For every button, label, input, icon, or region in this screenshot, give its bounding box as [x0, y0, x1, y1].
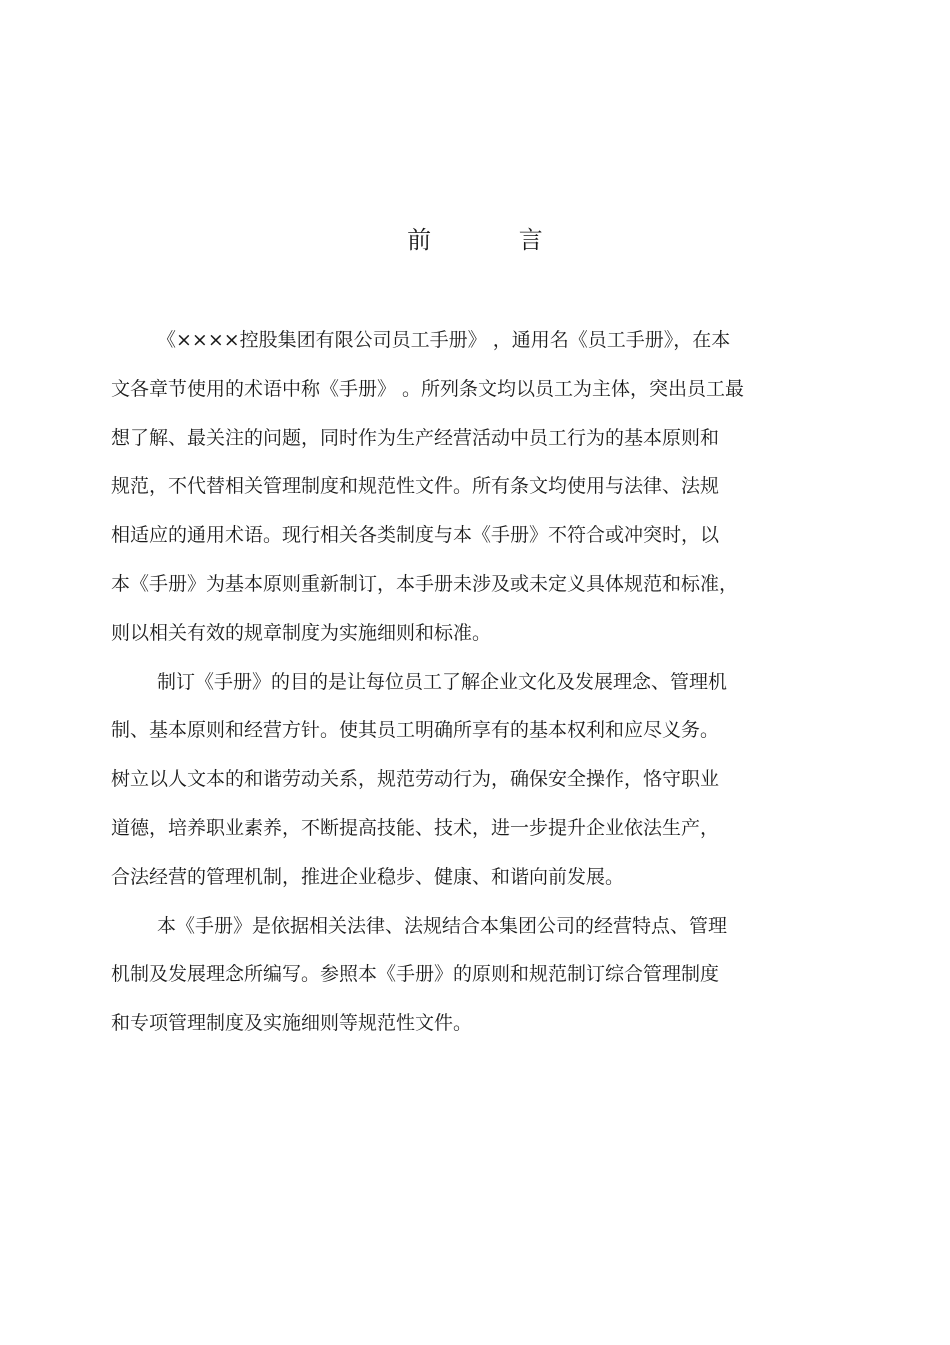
text-line: 道德，培养职业素养，不断提高技能、技术，进一步提升企业依法生产， — [111, 816, 720, 839]
text-line: 制、基本原则和经营方针。使其员工明确所享有的基本权利和应尽义务。 — [111, 719, 720, 742]
text-line: 和专项管理制度及实施细则等规范性文件。 — [111, 1012, 473, 1035]
text-line: 本《手册》为基本原则重新制订，本手册未涉及或未定义具体规范和标准， — [111, 572, 739, 595]
text-line: 机制及发展理念所编写。参照本《手册》的原则和规范制订综合管理制度 — [111, 963, 720, 986]
text-line: 规范，不代替相关管理制度和规范性文件。所有条文均使用与法律、法规 — [111, 475, 720, 498]
text-line: 相适应的通用术语。现行相关各类制度与本《手册》不符合或冲突时，以 — [111, 524, 720, 547]
page-title: 前 言 — [407, 226, 583, 254]
body-text — [111, 322, 841, 1054]
text-line: 制订《手册》的目的是让每位员工了解企业文化及发展理念、管理机 — [157, 670, 728, 693]
text-line: 则以相关有效的规章制度为实施细则和标准。 — [111, 621, 492, 644]
text-line: 合法经营的管理机制，推进企业稳步、健康、和谐向前发展。 — [111, 865, 625, 888]
text-line: 想了解、最关注的问题，同时作为生产经营活动中员工行为的基本原则和 — [111, 426, 720, 449]
text-line: 文各章节使用的术语中称《手册》 。所列条文均以员工为主体，突出员工最 — [111, 377, 745, 400]
text-line: 本《手册》是依据相关法律、法规结合本集团公司的经营特点、管理 — [157, 914, 728, 937]
text-line: 《××××控股集团有限公司员工手册》 ，通用名《员工手册》，在本 — [157, 329, 731, 351]
text-line: 树立以人文本的和谐劳动关系，规范劳动行为，确保安全操作，恪守职业 — [111, 768, 720, 791]
